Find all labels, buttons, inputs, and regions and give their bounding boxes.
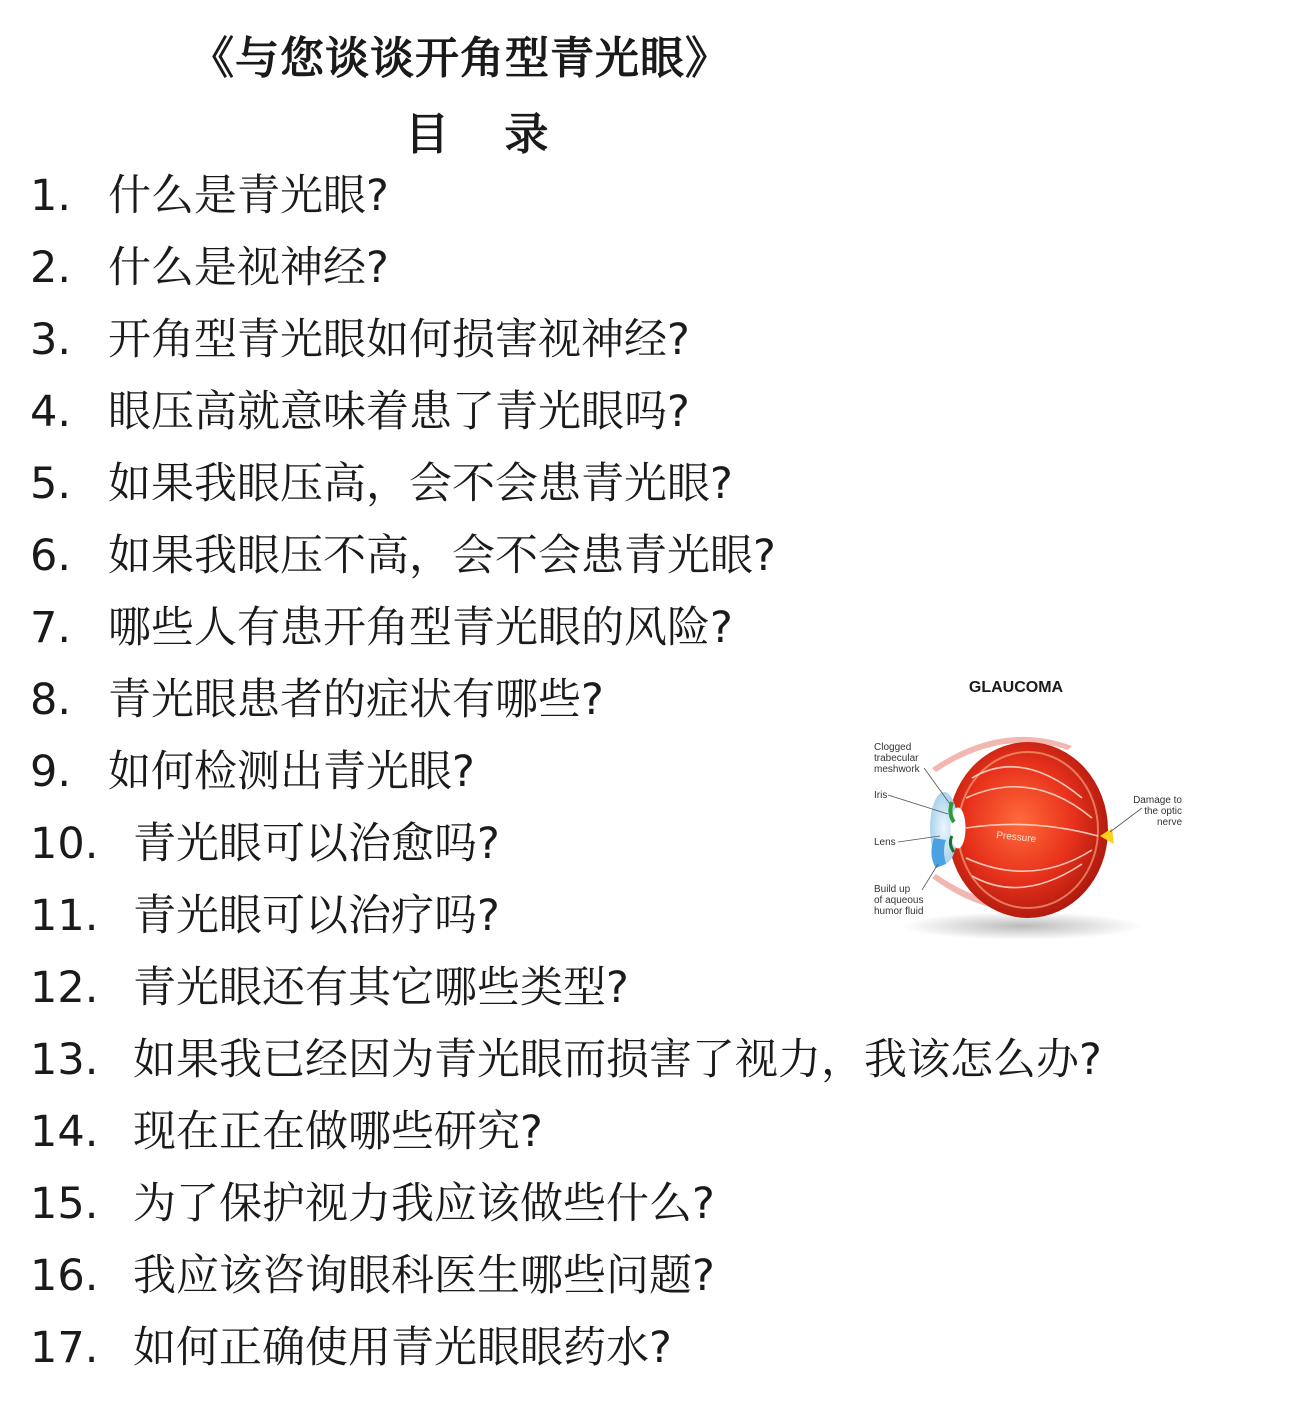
toc-item-number: 11. xyxy=(30,891,99,941)
toc-item xyxy=(30,382,690,442)
callout-trabecular: trabecular xyxy=(874,753,919,764)
toc-item xyxy=(30,454,733,514)
toc-item xyxy=(30,1102,543,1162)
toc-item-text: 现在正在做哪些研究? xyxy=(133,1107,543,1157)
toc-item-text: 如果我眼压高，会不会患青光眼? xyxy=(108,459,733,509)
toc-item-text: 青光眼患者的症状有哪些? xyxy=(108,675,604,725)
toc-item-number: 17. xyxy=(30,1323,99,1373)
toc-item xyxy=(30,958,629,1018)
callout-fluid: Build up xyxy=(874,884,911,895)
callout-line xyxy=(1110,808,1142,832)
toc-item-text: 如何检测出青光眼? xyxy=(108,747,475,797)
toc-item-number: 12. xyxy=(30,963,99,1013)
toc-item xyxy=(30,1030,1102,1090)
toc-item xyxy=(30,742,475,802)
toc-item-text: 什么是视神经? xyxy=(108,243,389,293)
callout-damage: the optic xyxy=(1144,806,1182,817)
toc-item xyxy=(30,886,500,946)
document-title: 《与您谈谈开角型青光眼》 xyxy=(190,33,730,84)
toc-item-text: 如果我已经因为青光眼而损害了视力，我该怎么办? xyxy=(133,1035,1102,1085)
toc-heading: 目 录 xyxy=(405,109,549,160)
figure-heading: GLAUCOMA xyxy=(968,679,1064,696)
toc-item-text: 青光眼可以治疗吗? xyxy=(133,891,500,941)
toc-item-number: 3. xyxy=(30,315,72,365)
toc-item-number: 14. xyxy=(30,1107,99,1157)
toc-item-text: 眼压高就意味着患了青光眼吗? xyxy=(108,387,690,437)
toc-item-number: 6. xyxy=(30,531,72,581)
toc-item-text: 什么是青光眼? xyxy=(108,171,389,221)
lens xyxy=(951,808,965,848)
toc-item-number: 4. xyxy=(30,387,72,437)
toc-item-number: 16. xyxy=(30,1251,99,1301)
toc-item xyxy=(30,166,389,226)
callout-lens: Lens xyxy=(874,837,896,848)
toc-item xyxy=(30,670,604,730)
toc-item xyxy=(30,310,690,370)
callout-iris: Iris xyxy=(874,790,888,801)
toc-item-number: 10. xyxy=(30,819,99,869)
callout-trabecular: Clogged xyxy=(874,742,912,753)
toc-item xyxy=(30,526,776,586)
callout-fluid: of aqueous xyxy=(874,895,924,906)
toc-item-text: 哪些人有患开角型青光眼的风险? xyxy=(108,603,733,653)
toc-item-text: 我应该咨询眼科医生哪些问题? xyxy=(133,1251,715,1301)
toc-item-text: 为了保护视力我应该做些什么? xyxy=(133,1179,715,1229)
toc-item xyxy=(30,238,389,298)
toc-item-number: 8. xyxy=(30,675,72,725)
toc-item xyxy=(30,814,500,874)
toc-item-text: 如果我眼压不高，会不会患青光眼? xyxy=(108,531,776,581)
callout-damage: Damage to xyxy=(1133,795,1182,806)
toc-item-number: 15. xyxy=(30,1179,99,1229)
toc-item-number: 9. xyxy=(30,747,72,797)
callout-damage: nerve xyxy=(1156,817,1182,828)
aqueous-fluid xyxy=(931,838,946,868)
toc-item xyxy=(30,1174,715,1234)
toc-item-number: 5. xyxy=(30,459,72,509)
callout-fluid: humor fluid xyxy=(874,906,924,917)
toc-item-number: 1. xyxy=(30,171,72,221)
callout-trabecular: meshwork xyxy=(874,764,920,775)
toc-item-number: 7. xyxy=(30,603,72,653)
toc-item-text: 开角型青光眼如何损害视神经? xyxy=(108,315,690,365)
toc-item-text: 青光眼还有其它哪些类型? xyxy=(133,963,629,1013)
toc-item xyxy=(30,598,733,658)
toc-item-number: 2. xyxy=(30,243,72,293)
toc-item-number: 13. xyxy=(30,1035,99,1085)
toc-item xyxy=(30,1318,672,1378)
pressure-label: Pressure xyxy=(995,830,1037,846)
toc-item xyxy=(30,1246,715,1306)
glaucoma-eye-diagram xyxy=(862,668,1192,948)
toc-item-text: 如何正确使用青光眼眼药水? xyxy=(133,1323,672,1373)
toc-item-text: 青光眼可以治愈吗? xyxy=(133,819,500,869)
